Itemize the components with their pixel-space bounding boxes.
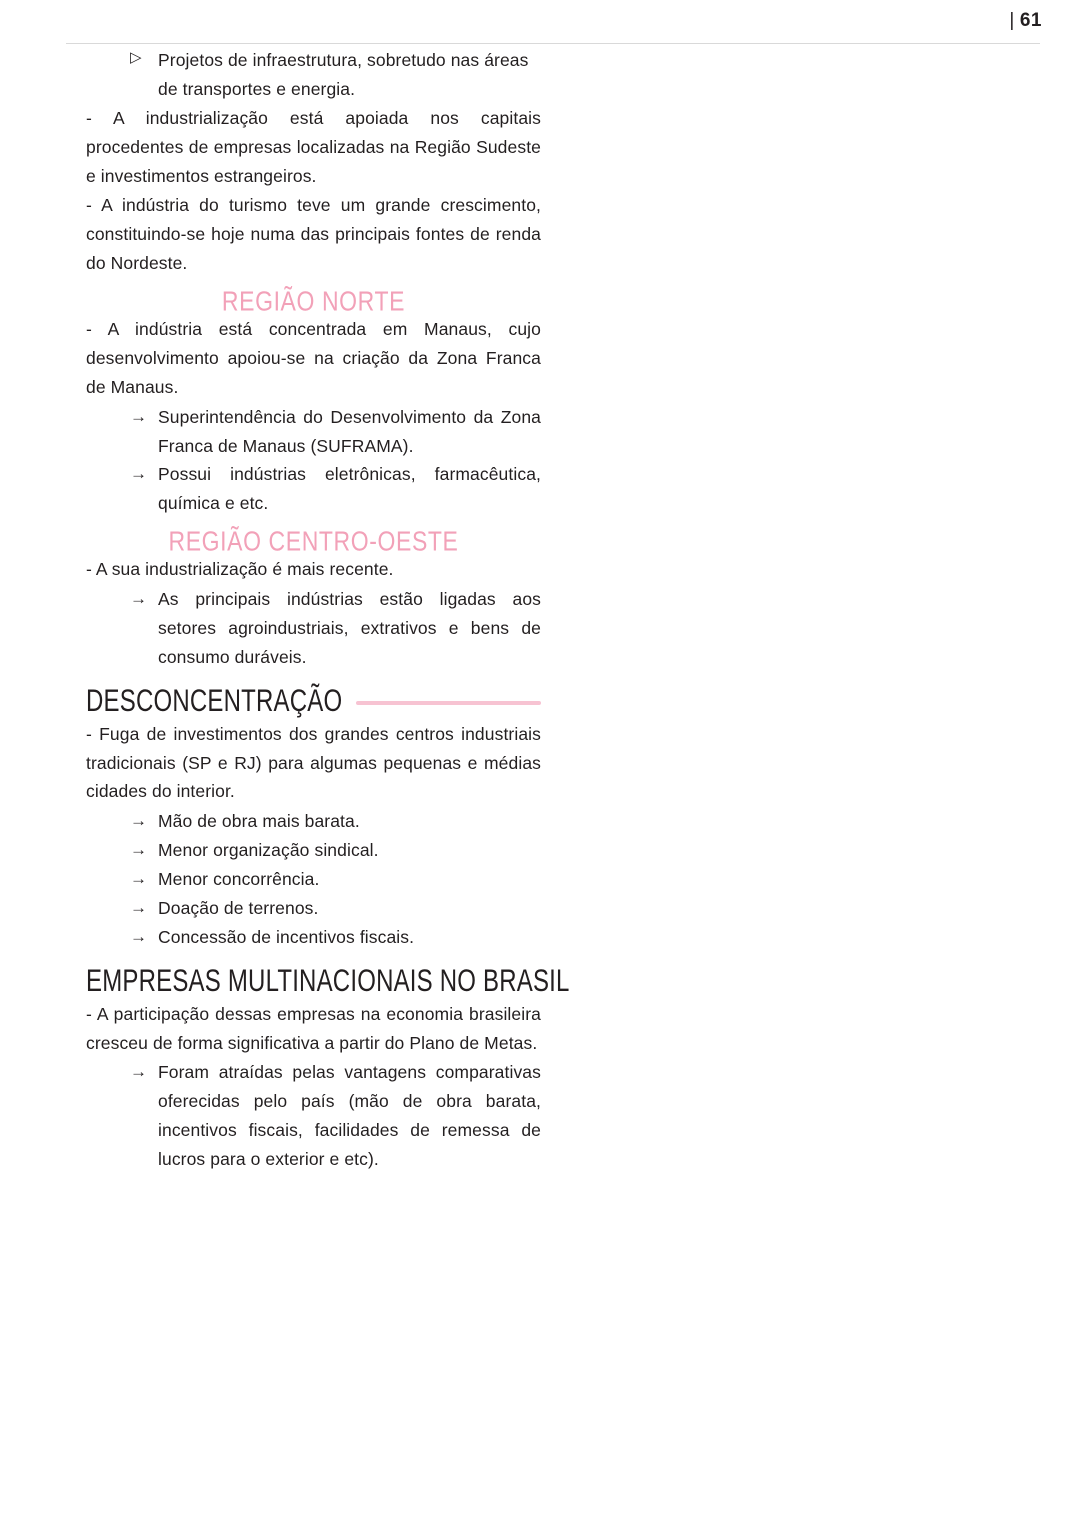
paragraph-industrializacao: - A industrialização está apoiada nos capitais procedentes de empresas localizadas na Região Sudeste e investimentos estrangeiros. — [86, 107, 541, 186]
paragraph-centro-oeste: - A sua industrialização é mais recente. — [86, 559, 394, 580]
page-number-value: 61 — [1019, 10, 1042, 31]
list-item-incentivos-fiscais — [86, 923, 541, 952]
notes-column — [86, 46, 570, 1174]
heading-empresas-multinacionais — [86, 963, 570, 999]
list-item-label: Projetos de infraestrutura, sobretudo nas áreas de transportes e energia. — [158, 50, 529, 99]
arrow-right-icon: → — [130, 811, 148, 831]
list-item-label: Menor organização sindical. — [158, 840, 379, 861]
list-item-label: Possui indústrias eletrônicas, farmacêutica, química e etc. — [158, 464, 541, 514]
list-item-label: Mão de obra mais barata. — [158, 811, 360, 832]
list-item-mao-de-obra — [86, 807, 541, 836]
list-item-label: Menor concorrência. — [158, 869, 320, 889]
list-item-label: As principais indústrias estão ligadas aos setores agroindustriais, extrativos e bens de consumo duráveis. — [158, 589, 541, 667]
paragraph-regiao-norte: - A indústria está concentrada em Manaus, cujo desenvolvimento apoiou-se na criação da Zona Franca de Manaus. — [86, 319, 541, 397]
page-header — [0, 0, 1080, 44]
list-item-concorrencia — [86, 865, 541, 894]
list-item-organizacao-sindical — [86, 836, 541, 865]
paragraph-fuga-investimentos: - Fuga de investimentos dos grandes centros industriais tradicionais (SP e RJ) para algumas pequenas e médias cidades do interior. — [86, 723, 541, 802]
arrow-right-icon: → — [130, 869, 148, 888]
list-item-suframa — [86, 403, 541, 461]
list-item-label: Superintendência do Desenvolvimento da Zona Franca de Manaus (SUFRAMA). — [158, 406, 541, 456]
list-item-infraestrutura — [86, 46, 541, 104]
page-number — [1009, 10, 1042, 32]
arrow-right-icon: → — [130, 406, 148, 426]
list-item-doacao-terrenos — [86, 894, 541, 923]
arrow-right-icon: → — [130, 926, 148, 946]
arrow-right-icon: → — [130, 840, 148, 860]
paragraph-turismo: - A indústria do turismo teve um grande crescimento, constituindo-se hoje numa das principais fontes de renda do Nordeste. — [86, 195, 541, 274]
list-item-setores — [86, 585, 541, 672]
heading-desconcentracao — [86, 683, 541, 719]
section-title-regiao-centro-oeste: REGIÃO CENTRO-OESTE — [168, 525, 459, 557]
arrow-right-icon: → — [130, 1062, 148, 1082]
list-item-label: Doação de terrenos. — [158, 897, 319, 918]
heading-underline — [356, 701, 541, 705]
arrow-right-icon: → — [130, 464, 148, 484]
section-title-regiao-norte: REGIÃO NORTE — [221, 285, 406, 317]
list-item-vantagens-comparativas — [86, 1058, 541, 1174]
heading-label: DESCONCENTRAÇÃO — [86, 683, 343, 719]
arrow-right-icon: → — [130, 897, 148, 917]
triangle-bullet-icon: ▷ — [130, 49, 142, 66]
list-item-label: Concessão de incentivos fiscais. — [158, 926, 415, 947]
list-item-industrias — [86, 460, 541, 518]
arrow-right-icon: → — [130, 589, 148, 608]
list-item-label: Foram atraídas pelas vantagens comparativas oferecidas pelo país (mão de obra barata, incentivos fiscais, facilidades de remessa de lucros para o exterior e etc). — [158, 1062, 541, 1169]
paragraph-participacao: - A participação dessas empresas na economia brasileira cresceu de forma significativa a partir do Plano de Metas. — [86, 1003, 541, 1053]
page-number-bar: | — [1009, 10, 1015, 31]
heading-label: EMPRESAS MULTINACIONAIS NO BRASIL — [86, 963, 570, 999]
header-divider — [66, 43, 1040, 44]
